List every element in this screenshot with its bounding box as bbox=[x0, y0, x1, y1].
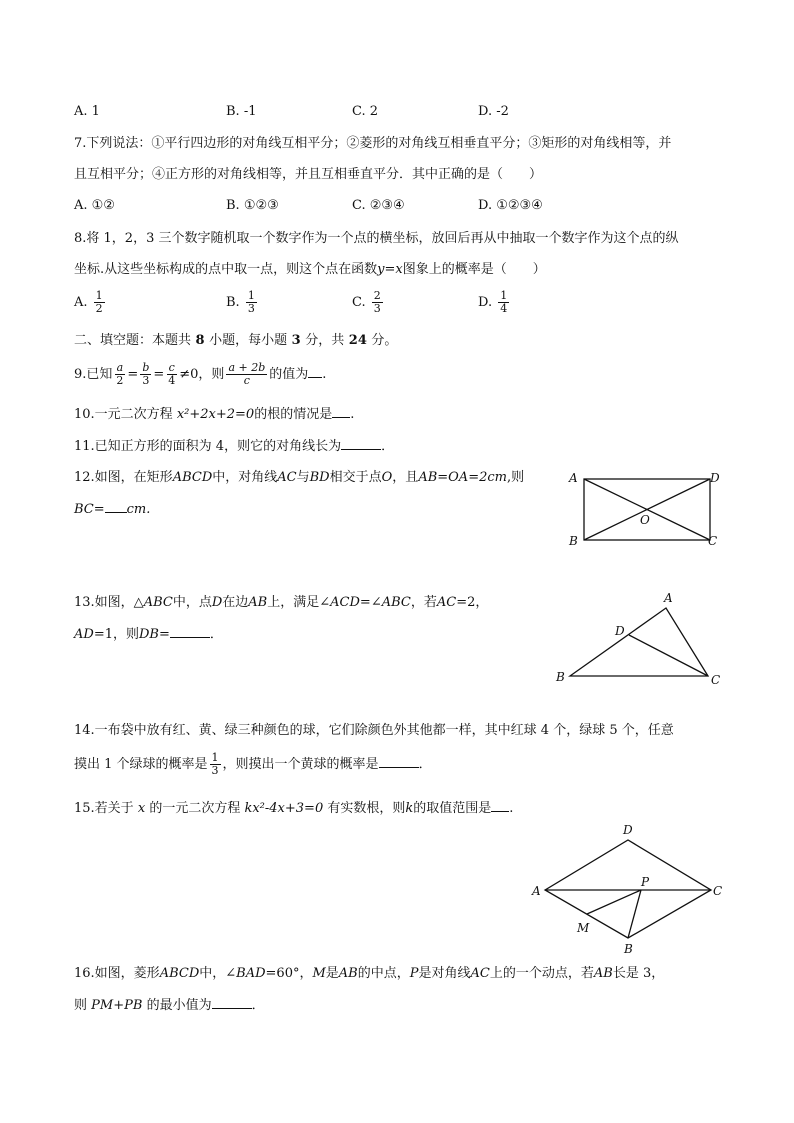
heading-text: 小题，每小题 bbox=[209, 333, 288, 348]
fraction bbox=[140, 362, 151, 387]
q9-stem: 9.已知 $\frac{a}{2}$ = $\frac{b}{3}$ = $\frac{c}{4}$ ≠0，则 $\frac{a + 2b}{c}$ 的值为 . bbox=[74, 361, 327, 387]
q13-text: ，若 bbox=[410, 595, 437, 610]
segment-pb bbox=[628, 890, 641, 938]
q13-text: 在边 bbox=[222, 595, 249, 610]
q16-var: PM+PB bbox=[91, 998, 143, 1013]
label-b: B bbox=[569, 534, 578, 548]
fraction bbox=[372, 290, 383, 315]
q13-var: D bbox=[211, 595, 223, 610]
q8-text: 坐标.从这些坐标构成的点中取一点，则这个点在函数 bbox=[74, 262, 378, 277]
q10-stem: 10.一元二次方程 x²+2x+2=0的根的情况是 . bbox=[74, 407, 355, 422]
q13-var: DB bbox=[138, 627, 159, 642]
q16-text: 是 bbox=[325, 966, 339, 981]
q12-var: O bbox=[381, 470, 393, 485]
q16-text: 是对角线 bbox=[418, 966, 471, 981]
q16-var: ABCD bbox=[159, 966, 200, 981]
q10-text: 10.一元二次方程 bbox=[74, 407, 173, 422]
q13-var: ABC bbox=[143, 595, 173, 610]
q16-var: BAD bbox=[236, 966, 266, 981]
denominator: 4 bbox=[168, 374, 176, 387]
q14-text: ，则摸出一个黄球的概率是 bbox=[222, 757, 379, 772]
q11-text: 11.已知正方形的面积为 4，则它的对角线长为 bbox=[74, 439, 342, 454]
numerator: 1 bbox=[211, 751, 219, 764]
q16-text: 长是 3， bbox=[612, 966, 665, 981]
heading-total: 24 bbox=[344, 333, 372, 348]
q13-var: ABC bbox=[381, 595, 411, 610]
option-letter: A. bbox=[74, 295, 88, 310]
fraction bbox=[94, 290, 105, 315]
q16-text: 上的一个动点，若 bbox=[489, 966, 594, 981]
q10-equation: x²+2x+2=0 bbox=[176, 407, 255, 422]
q9-text: ≠0，则 bbox=[179, 367, 225, 382]
q6-option-c[interactable]: C. 2 bbox=[352, 104, 379, 119]
label-d: D bbox=[710, 471, 720, 485]
option-letter: C. bbox=[352, 295, 366, 310]
numerator: a bbox=[116, 361, 124, 374]
q13-text: 13.如图，△ bbox=[74, 595, 144, 610]
q13-var: AB bbox=[248, 595, 268, 610]
denominator: 4 bbox=[500, 302, 508, 315]
q6-option-d[interactable]: D. -2 bbox=[478, 104, 509, 119]
q13-text: = bbox=[158, 627, 170, 642]
fraction bbox=[166, 362, 177, 387]
q16-text: 则 bbox=[74, 998, 88, 1013]
fraction bbox=[498, 290, 509, 315]
q16-stem-line2: 则 PM+PB 的最小值为 ． bbox=[74, 998, 265, 1013]
label-a: A bbox=[664, 591, 673, 605]
q8-function: y=x bbox=[377, 262, 403, 277]
q13-text: 中，点 bbox=[172, 595, 212, 610]
q15-var: k bbox=[405, 801, 414, 816]
rhombus-figure bbox=[525, 820, 730, 960]
q12-text: 中，对角线 bbox=[212, 470, 278, 485]
numerator: b bbox=[142, 361, 150, 374]
label-d: D bbox=[623, 823, 633, 837]
label-d: D bbox=[615, 624, 625, 638]
numerator: c bbox=[168, 361, 175, 374]
q8-option-d[interactable] bbox=[478, 290, 511, 315]
heading-text: 二、填空题：本题共 bbox=[74, 333, 192, 348]
q12-text: ，且 bbox=[392, 470, 419, 485]
answer-blank[interactable] bbox=[105, 500, 127, 513]
q12-var: BC= bbox=[74, 502, 105, 517]
numerator: 1 bbox=[95, 289, 103, 302]
answer-blank[interactable] bbox=[170, 625, 210, 638]
q16-text: =60°， bbox=[265, 966, 313, 981]
denominator: c bbox=[243, 374, 250, 387]
option-letter: B. bbox=[226, 295, 240, 310]
q7-option-d[interactable]: D. ①②③④ bbox=[478, 198, 543, 213]
q16-var: AB bbox=[338, 966, 358, 981]
q13-stem-line1 bbox=[74, 594, 488, 612]
heading-count: 8 bbox=[191, 333, 210, 348]
q13-text: =∠ bbox=[359, 595, 382, 610]
label-b: B bbox=[624, 942, 633, 956]
equals: = bbox=[153, 367, 165, 382]
q12-stem-line1 bbox=[74, 469, 524, 487]
q15-equation: kx²-4x+3=0 bbox=[244, 801, 324, 816]
q15-text: 15.若关于 bbox=[74, 801, 134, 816]
rhombus-abcd bbox=[545, 840, 711, 938]
q15-text: 的一元二次方程 bbox=[149, 801, 241, 816]
q7-option-a[interactable]: A. ①② bbox=[74, 198, 115, 213]
q12-var: BD bbox=[309, 470, 330, 485]
label-a: A bbox=[569, 471, 578, 485]
q15-var: x bbox=[137, 801, 146, 816]
q7-stem-line2: 且互相平分；④正方形的对角线相等，并且互相垂直平分．其中正确的是（ ） bbox=[74, 167, 543, 182]
denominator: 3 bbox=[142, 374, 150, 387]
q14-text: 摸出 1 个绿球的概率是 bbox=[74, 757, 208, 772]
label-p: P bbox=[641, 875, 650, 889]
label-c: C bbox=[708, 534, 718, 548]
answer-blank[interactable] bbox=[379, 755, 419, 768]
segment-pm bbox=[587, 890, 641, 914]
q6-option-b[interactable]: B. -1 bbox=[226, 104, 257, 119]
heading-text: 分，共 bbox=[305, 333, 345, 348]
heading-text: 分。 bbox=[371, 333, 398, 348]
q16-text: 16.如图，菱形 bbox=[74, 966, 160, 981]
q13-var: AC bbox=[436, 595, 457, 610]
q15-stem: 15.若关于 x 的一元二次方程 kx²-4x+3=0 有实数根，则k的取值范围是 . bbox=[74, 801, 514, 816]
q8-option-c[interactable] bbox=[352, 290, 385, 315]
numerator: 1 bbox=[500, 289, 508, 302]
label-m: M bbox=[577, 921, 590, 935]
q14-stem-line2: 摸出 1 个绿球的概率是 $\frac{1}{3}$ ，则摸出一个黄球的概率是 ． bbox=[74, 751, 432, 777]
rectangle-figure bbox=[560, 465, 730, 555]
heading-points: 3 bbox=[287, 333, 306, 348]
q9-text: 9.已知 bbox=[74, 367, 113, 382]
triangle-figure bbox=[550, 588, 730, 693]
q16-var: P bbox=[409, 966, 419, 981]
q15-text: 有实数根，则 bbox=[327, 801, 406, 816]
answer-blank[interactable] bbox=[341, 437, 381, 450]
q12-stem-line2 bbox=[74, 500, 150, 519]
option-letter: D. bbox=[478, 295, 493, 310]
numerator: 1 bbox=[247, 289, 255, 302]
q13-stem-line2: AD=1，则DB= ． bbox=[74, 627, 223, 642]
answer-blank[interactable] bbox=[332, 405, 350, 418]
q16-var: AC bbox=[470, 966, 490, 981]
q16-var: M bbox=[312, 966, 326, 981]
q15-text: 的取值范围是 bbox=[413, 801, 492, 816]
q8-option-a[interactable] bbox=[74, 290, 107, 315]
q13-text: =2， bbox=[456, 595, 489, 610]
fraction bbox=[226, 362, 267, 387]
q16-text: 中，∠ bbox=[199, 966, 237, 981]
label-b: B bbox=[556, 670, 565, 684]
label-c: C bbox=[711, 673, 721, 687]
q7-option-b[interactable]: B. ①②③ bbox=[226, 198, 279, 213]
segment-dc bbox=[629, 635, 708, 676]
fraction bbox=[246, 290, 257, 315]
q13-var: ACD bbox=[330, 595, 360, 610]
label-a: A bbox=[532, 884, 541, 898]
answer-blank[interactable] bbox=[212, 996, 252, 1009]
q13-text: =1，则 bbox=[93, 627, 139, 642]
q8-stem-line1: 8.将 1，2，3 三个数字随机取一个数字作为一个点的横坐标，放回后再从中抽取一个数字作为这个点的纵 bbox=[74, 231, 679, 246]
label-o: O bbox=[640, 513, 650, 527]
q9-text: 的值为 bbox=[269, 367, 309, 382]
q11-stem: 11.已知正方形的面积为 4，则它的对角线长为 ． bbox=[74, 439, 395, 454]
q7-stem-line1: 7.下列说法：①平行四边形的对角线互相平分；②菱形的对角线互相垂直平分；③矩形的对角线相等，并 bbox=[74, 136, 672, 151]
q13-var: AD bbox=[74, 627, 94, 642]
q12-text: 相交于点 bbox=[329, 470, 382, 485]
q8-text-end: 图象上的概率是（ ） bbox=[402, 262, 546, 277]
q16-stem-line1 bbox=[74, 965, 664, 983]
q16-text: 的最小值为 bbox=[146, 998, 212, 1013]
label-c: C bbox=[713, 884, 723, 898]
denominator: 3 bbox=[373, 302, 381, 315]
q8-stem-line2 bbox=[74, 261, 546, 279]
fraction bbox=[114, 362, 125, 387]
q7-option-c[interactable]: C. ②③④ bbox=[352, 198, 405, 213]
q10-text-end: 的根的情况是 bbox=[254, 407, 333, 422]
numerator: a + 2b bbox=[228, 361, 266, 374]
q16-text: 的中点， bbox=[357, 966, 410, 981]
q12-text: ,则 bbox=[506, 470, 525, 485]
q12-unit: cm. bbox=[126, 502, 151, 517]
fraction bbox=[210, 752, 221, 777]
q14-stem-line1: 14.一布袋中放有红、黄、绿三种颜色的球，它们除颜色外其他都一样，其中红球 4 个，绿球 5 个，任意 bbox=[74, 723, 674, 738]
q12-text: 与 bbox=[296, 470, 310, 485]
numerator: 2 bbox=[373, 289, 381, 302]
denominator: 2 bbox=[95, 302, 103, 315]
q13-text: 上，满足∠ bbox=[267, 595, 331, 610]
section-heading bbox=[74, 332, 397, 350]
denominator: 2 bbox=[116, 374, 124, 387]
denominator: 3 bbox=[247, 302, 255, 315]
answer-blank[interactable] bbox=[491, 799, 509, 812]
q12-text: 12.如图，在矩形 bbox=[74, 470, 173, 485]
q12-var: AB=OA=2cm bbox=[418, 470, 507, 485]
q8-option-b[interactable] bbox=[226, 290, 259, 315]
denominator: 3 bbox=[211, 764, 219, 777]
q16-var: AB bbox=[593, 966, 613, 981]
q12-var: AC bbox=[277, 470, 297, 485]
equals: = bbox=[127, 367, 139, 382]
answer-blank[interactable] bbox=[308, 365, 322, 378]
q12-var: ABCD bbox=[172, 470, 213, 485]
q6-option-a[interactable]: A. 1 bbox=[74, 104, 100, 119]
